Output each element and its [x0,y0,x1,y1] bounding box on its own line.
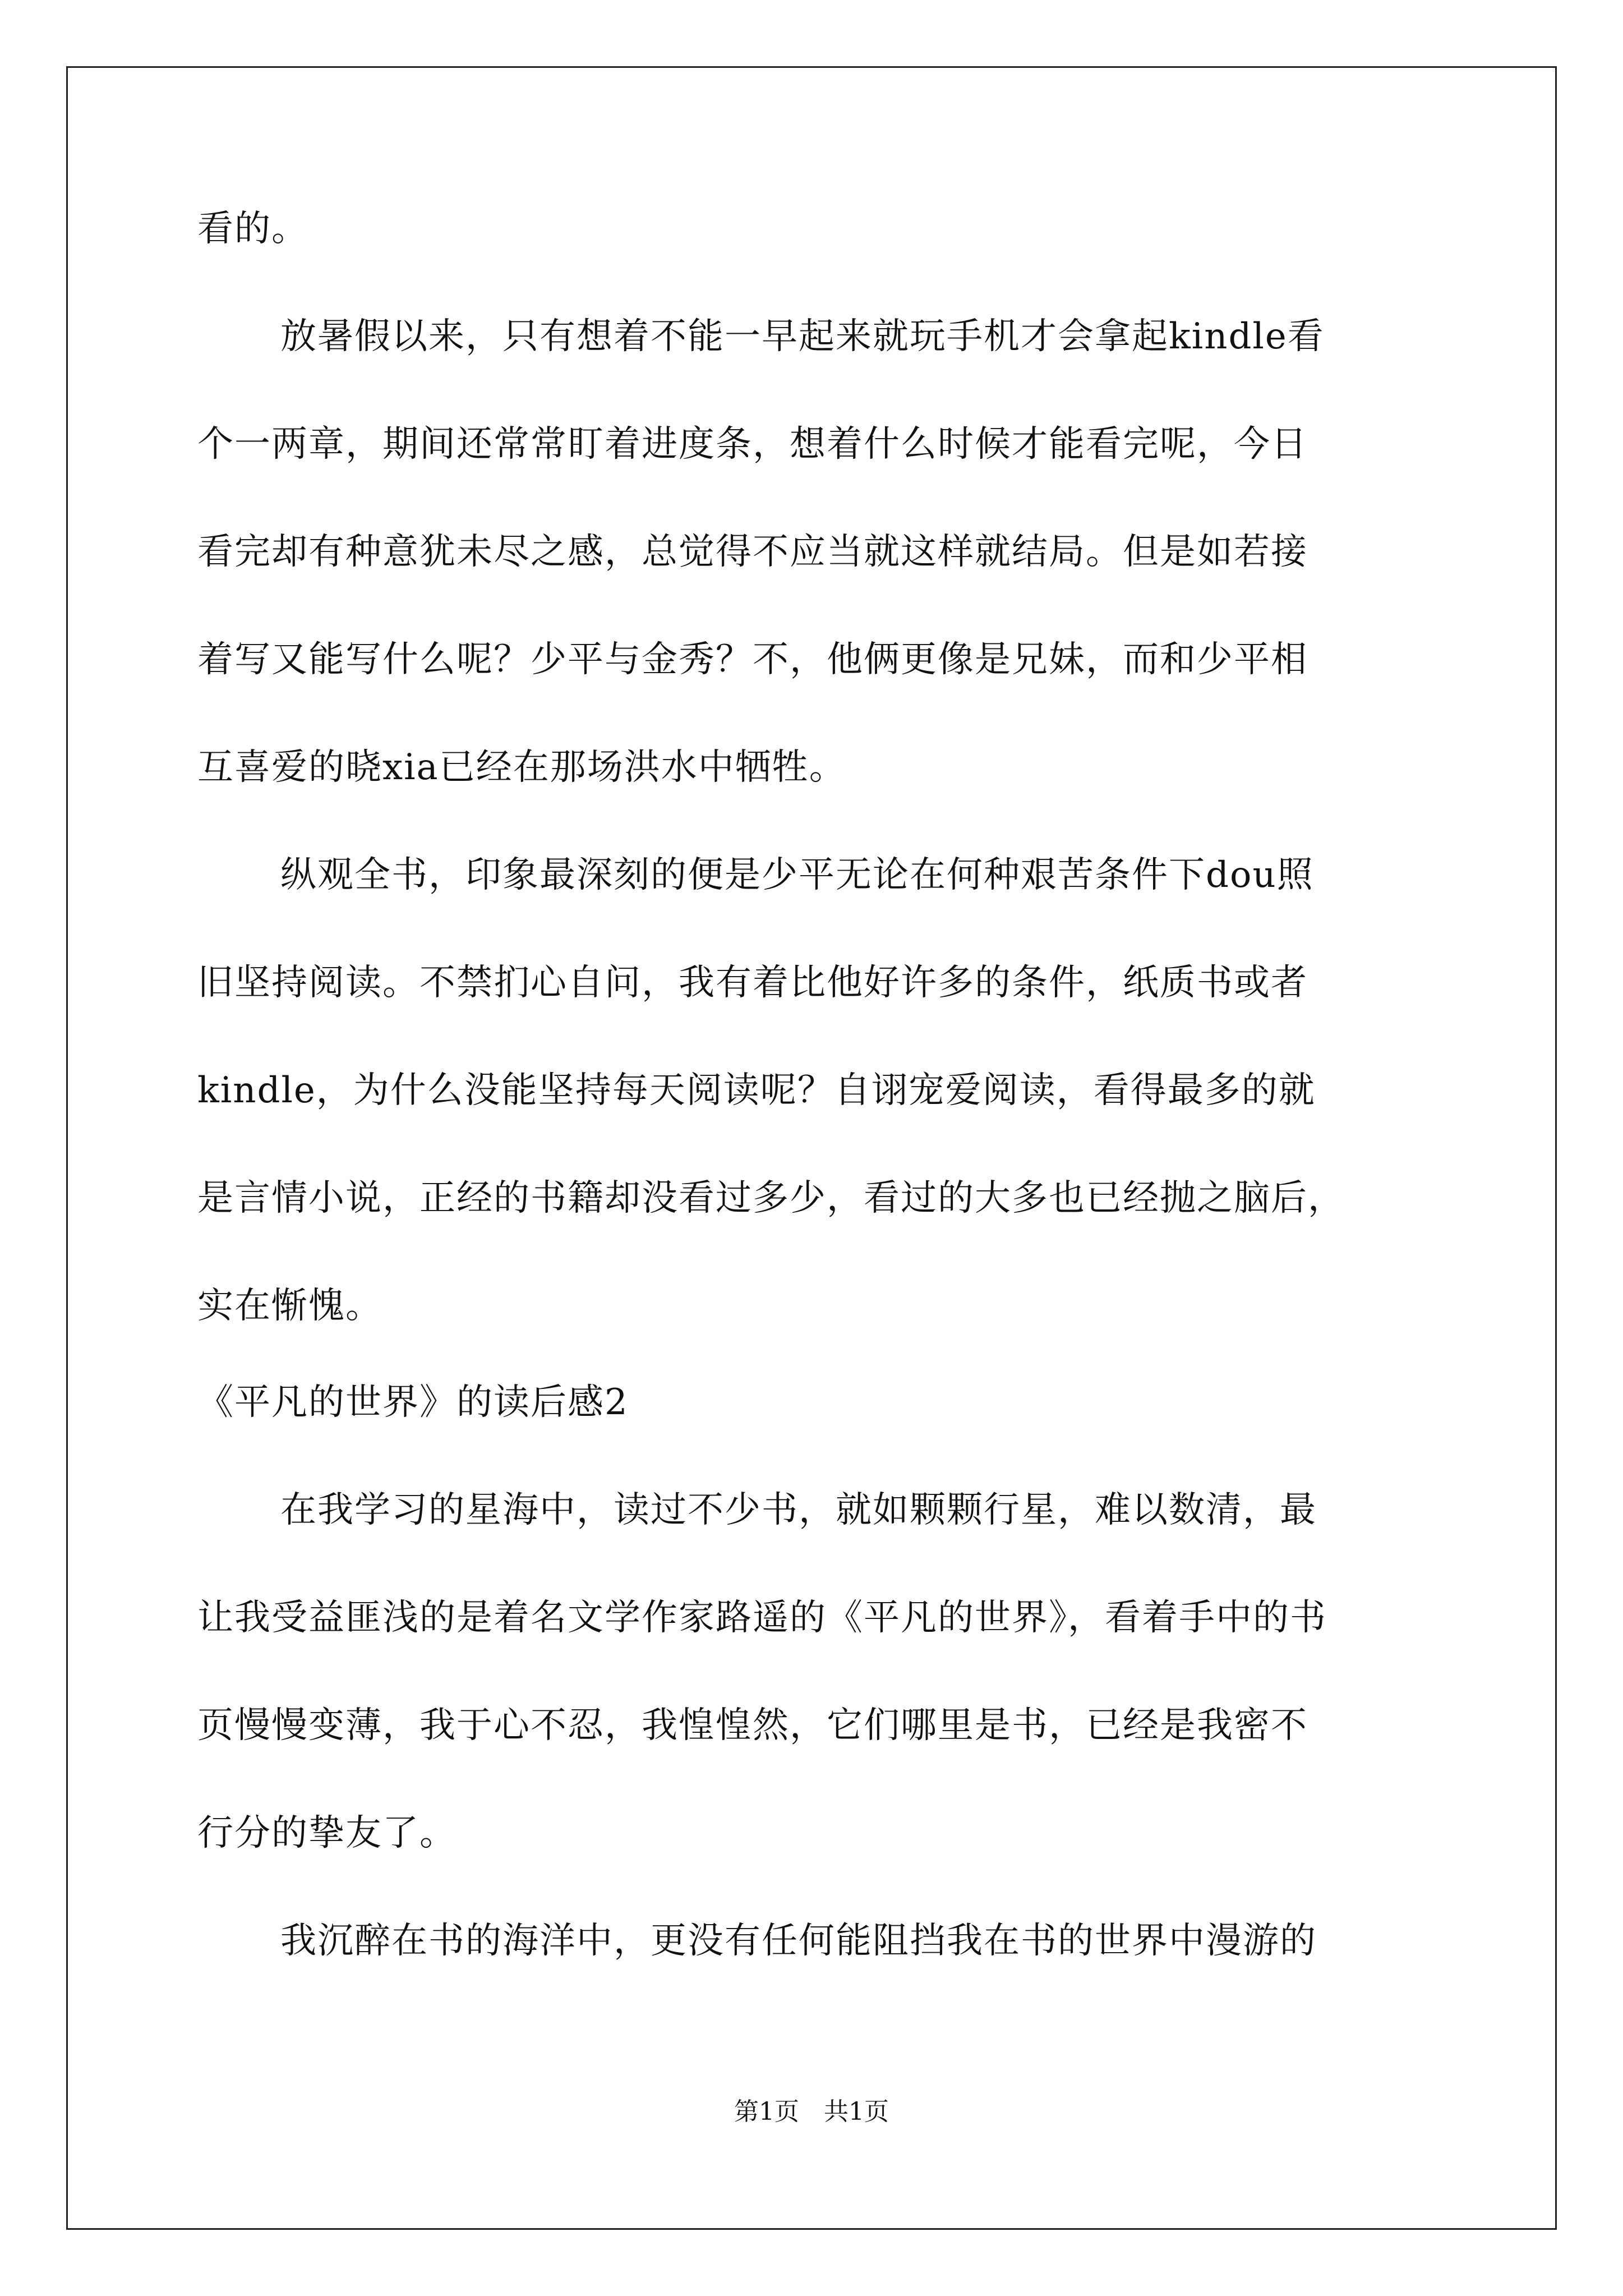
text-line: kindle，为什么没能坚持每天阅读呢？自诩宠爱阅读，看得最多的就 [197,1070,1316,1111]
text-line: 放暑假以来，只有想着不能一早起来就玩手机才会拿起kindle看 [280,316,1325,357]
text-line: 纵观全书，印象最深刻的便是少平无论在何种艰苦条件下dou照 [280,854,1314,896]
text-line: 在我学习的星海中，读过不少书，就如颗颗行星，难以数清，最 [280,1489,1317,1531]
page-border [66,66,1557,2230]
text-line: 互喜爱的晓xia已经在那场洪水中牺牲。 [197,747,846,788]
section-heading: 《平凡的世界》的读后感2 [197,1382,629,1423]
text-line: 看完却有种意犹未尽之感，总觉得不应当就这样就结局。但是如若接 [197,531,1308,573]
text-line: 页慢慢变薄，我于心不忍，我惶惶然，它们哪里是书，已经是我密不 [197,1705,1308,1746]
text-line: 行分的挚友了。 [197,1812,457,1854]
text-line: 个一两章，期间还常常盯着进度条，想着什么时候才能看完呢，今日 [197,424,1308,465]
text-line: 让我受益匪浅的是着名文学作家路遥的《平凡的世界》，看着手中的书 [197,1597,1327,1639]
text-line: 看的。 [197,208,308,250]
text-line: 实在惭愧。 [197,1285,382,1327]
text-line: 旧坚持阅读。不禁扪心自问，我有着比他好许多的条件，纸质书或者 [197,962,1308,1004]
text-line: 是言情小说，正经的书籍却没看过多少，看过的大多也已经抛之脑后， [197,1177,1345,1219]
page-footer: 第1页 共1页 [734,2097,889,2126]
text-line: 着写又能写什么呢？少平与金秀？不，他俩更像是兄妹，而和少平相 [197,639,1308,680]
text-line: 我沉醉在书的海洋中，更没有任何能阻挡我在书的世界中漫游的 [280,1920,1317,1962]
